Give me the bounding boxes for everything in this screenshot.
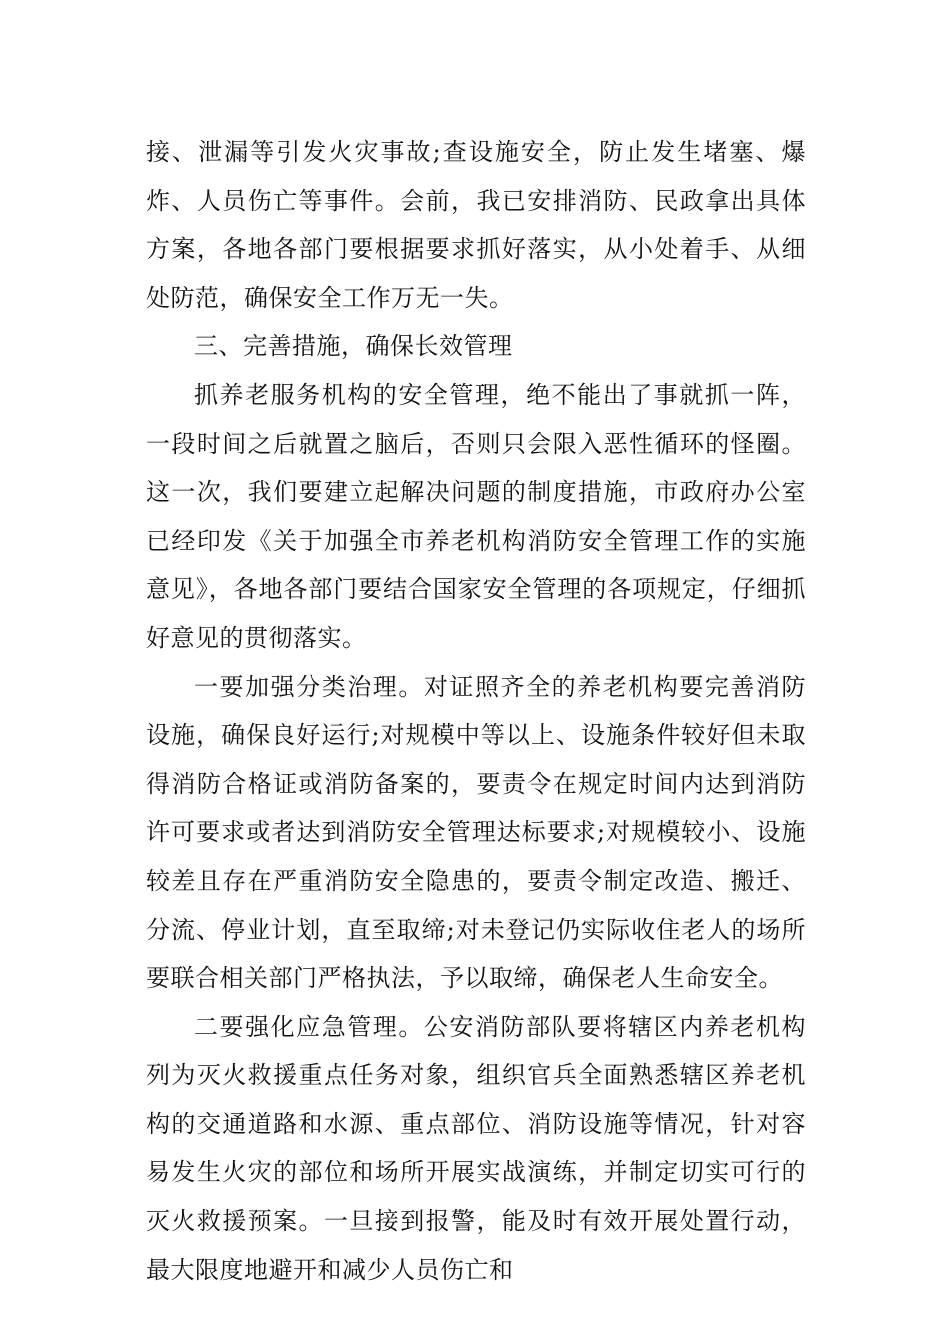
paragraph-long-term-management: 抓养老服务机构的安全管理，绝不能出了事就抓一阵，一段时间之后就置之脑后，否则只会限入恶性循环的怪圈。这一次，我们要建立起解决问题的制度措施，市政府办公室已经印发《关于加强全市养老机构消防安全管理工作的实施意见》，各地各部门要结合国家安全管理的各项规定，仔细抓好意见的贯彻落实。 [146, 380, 806, 652]
document-body [146, 128, 806, 1294]
paragraph-emergency-management: 二要强化应急管理。公安消防部队要将辖区内养老机构列为灭火救援重点任务对象，组织官兵全面熟悉辖区养老机构的交通道路和水源、重点部位、消防设施等情况，针对容易发生火灾的部位和场所开展实战演练，并制定切实可行的灭火救援预案。一旦接到报警，能及时有效开展处置行动，最大限度地避开和减少人员伤亡和 [146, 1012, 806, 1284]
section-heading: 三、完善措施，确保长效管理 [194, 332, 513, 361]
paragraph-classified-governance: 一要加强分类治理。对证照齐全的养老机构要完善消防设施，确保良好运行;对规模中等以上、设施条件较好但未取得消防合格证或消防备案的，要责令在规定时间内达到消防许可要求或者达到消防安全管理达标要求;对规模较小、设施较差且存在严重消防安全隐患的，要责令制定改造、搬迁、分流、停业计划，直至取缔;对未登记仍实际收住老人的场所要联合相关部门严格执法，予以取缔，确保老人生命安全。 [146, 672, 806, 993]
paragraph-continued: 接、泄漏等引发火灾事故;查设施安全，防止发生堵塞、爆炸、人员伤亡等事件。会前，我已安排消防、民政拿出具体方案，各地各部门要根据要求抓好落实，从小处着手、从细处防范，确保安全工作万无一失。 [146, 138, 806, 312]
